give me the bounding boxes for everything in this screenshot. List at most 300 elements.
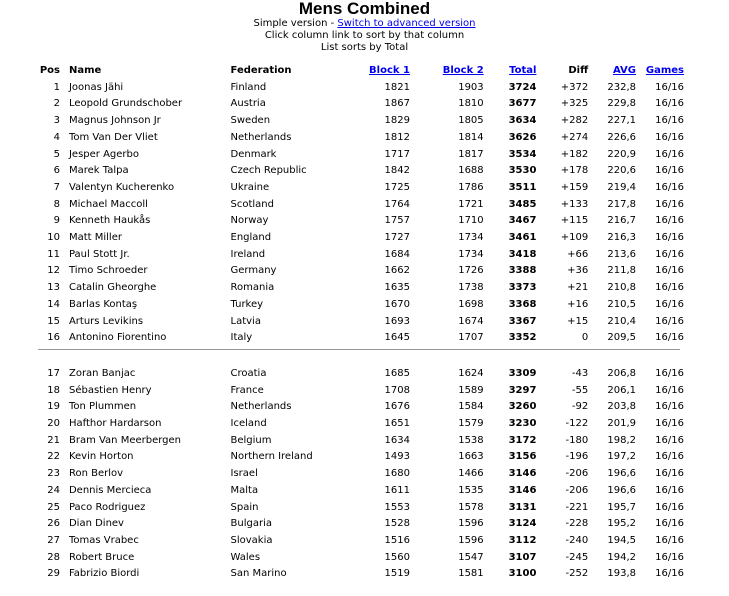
cell-diff: +159 <box>560 181 589 193</box>
table-row <box>38 280 684 297</box>
cell-games: 16/16 <box>655 384 684 396</box>
cell-federation: Finland <box>230 81 267 93</box>
version-line <box>0 18 729 30</box>
table-row <box>38 366 684 383</box>
cell-name: Antonino Fiorentino <box>68 332 167 344</box>
cell-total: 3352 <box>508 332 537 344</box>
cell-games: 16/16 <box>655 298 684 310</box>
cell-block1: 1528 <box>384 518 410 530</box>
cell-total: 3107 <box>508 551 537 563</box>
cell-total: 3146 <box>508 484 537 496</box>
sort-avg-link[interactable]: AVG <box>612 65 636 76</box>
cell-games: 16/16 <box>655 265 684 277</box>
cell-avg: 232,8 <box>607 81 636 93</box>
cell-diff: +36 <box>567 265 589 277</box>
cell-block1: 1611 <box>384 484 410 496</box>
cell-total: 3124 <box>508 518 537 530</box>
results-table <box>38 63 684 583</box>
table-row <box>38 399 684 416</box>
cell-diff: -206 <box>565 468 589 480</box>
cell-block1: 1635 <box>384 282 410 294</box>
cell-diff: +178 <box>560 165 589 177</box>
cell-pos: 9 <box>53 215 60 227</box>
cell-name: Tomas Vrabec <box>68 534 139 546</box>
cell-avg: 201,9 <box>607 418 636 430</box>
cell-diff: +274 <box>560 131 589 143</box>
cell-total: 3511 <box>508 181 537 193</box>
cell-federation: Germany <box>230 265 277 277</box>
cell-block1: 1560 <box>384 551 410 563</box>
cell-block1: 1842 <box>384 165 410 177</box>
cell-games: 16/16 <box>655 418 684 430</box>
cell-pos: 29 <box>47 568 60 580</box>
cell-block2: 1903 <box>458 81 484 93</box>
table-row <box>38 213 684 230</box>
cell-pos: 7 <box>53 181 60 193</box>
cell-avg: 220,6 <box>607 165 636 177</box>
cell-block1: 1680 <box>384 468 410 480</box>
cell-block2: 1596 <box>458 518 484 530</box>
sort-block1-link[interactable]: Block 1 <box>369 65 410 76</box>
cell-federation: Iceland <box>230 418 267 430</box>
cell-diff: 0 <box>581 332 589 344</box>
cell-avg: 216,7 <box>607 215 636 227</box>
cell-block1: 1727 <box>384 232 410 244</box>
cell-diff: -196 <box>565 451 589 463</box>
cell-pos: 20 <box>47 418 60 430</box>
cell-avg: 220,9 <box>607 148 636 160</box>
group-separator <box>38 347 684 366</box>
cell-name: Timo Schroeder <box>68 265 148 277</box>
cell-name: Magnus Johnson Jr <box>68 115 161 127</box>
cell-block2: 1466 <box>458 468 484 480</box>
cell-federation: Ireland <box>230 248 266 260</box>
cell-games: 16/16 <box>655 131 684 143</box>
cell-total: 3367 <box>508 315 537 327</box>
cell-diff: +109 <box>560 232 589 244</box>
cell-pos: 10 <box>47 232 60 244</box>
cell-games: 16/16 <box>655 534 684 546</box>
cell-avg: 227,1 <box>607 115 636 127</box>
cell-avg: 206,1 <box>607 384 636 396</box>
table-row <box>38 147 684 164</box>
cell-name: Dennis Mercieca <box>68 484 152 496</box>
cell-block2: 1589 <box>458 384 484 396</box>
table-row <box>38 433 684 450</box>
cell-federation: San Marino <box>230 568 287 580</box>
table-row <box>38 330 684 347</box>
cell-federation: Scotland <box>230 198 274 210</box>
cell-name: Ton Plummen <box>68 401 137 413</box>
cell-name: Paul Stott Jr. <box>68 248 130 260</box>
cell-total: 3100 <box>508 568 537 580</box>
cell-name: Marek Talpa <box>68 165 129 177</box>
cell-pos: 19 <box>47 401 60 413</box>
cell-avg: 226,6 <box>607 131 636 143</box>
cell-block2: 1624 <box>458 367 484 379</box>
cell-games: 16/16 <box>655 468 684 480</box>
cell-name: Zoran Banjac <box>68 367 136 379</box>
cell-avg: 216,3 <box>607 232 636 244</box>
cell-diff: -55 <box>571 384 589 396</box>
cell-block2: 1674 <box>458 315 484 327</box>
cell-avg: 229,8 <box>607 98 636 110</box>
table-row <box>38 516 684 533</box>
cell-games: 16/16 <box>655 215 684 227</box>
cell-avg: 203,8 <box>607 401 636 413</box>
table-row <box>38 230 684 247</box>
table-row <box>38 113 684 130</box>
cell-name: Joonas Jähi <box>68 81 124 93</box>
table-row <box>38 80 684 97</box>
cell-total: 3634 <box>508 115 537 127</box>
cell-avg: 217,8 <box>607 198 636 210</box>
cell-block2: 1814 <box>458 131 484 143</box>
table-row <box>38 416 684 433</box>
cell-name: Kenneth Haukås <box>68 215 151 227</box>
cell-block1: 1867 <box>384 98 410 110</box>
cell-total: 3309 <box>508 367 537 379</box>
cell-avg: 210,4 <box>607 315 636 327</box>
cell-federation: Latvia <box>230 315 261 327</box>
cell-pos: 22 <box>47 451 60 463</box>
cell-block1: 1676 <box>384 401 410 413</box>
cell-total: 3146 <box>508 468 537 480</box>
col-diff: Diff <box>568 65 589 76</box>
cell-block1: 1670 <box>384 298 410 310</box>
cell-diff: -221 <box>565 501 589 513</box>
cell-federation: Denmark <box>230 148 277 160</box>
cell-block1: 1684 <box>384 248 410 260</box>
cell-pos: 23 <box>47 468 60 480</box>
cell-block2: 1538 <box>458 434 484 446</box>
cell-block2: 1581 <box>458 568 484 580</box>
switch-advanced-link[interactable]: Switch to advanced version <box>337 18 476 29</box>
cell-avg: 198,2 <box>607 434 636 446</box>
cell-pos: 15 <box>47 315 60 327</box>
cell-federation: Ukraine <box>230 181 270 193</box>
cell-name: Robert Bruce <box>68 551 135 563</box>
cell-block2: 1707 <box>458 332 484 344</box>
cell-block1: 1634 <box>384 434 410 446</box>
cell-avg: 196,6 <box>607 484 636 496</box>
cell-block2: 1688 <box>458 165 484 177</box>
table-row <box>38 566 684 583</box>
cell-avg: 194,5 <box>607 534 636 546</box>
cell-name: Tom Van Der Vliet <box>68 131 158 143</box>
cell-games: 16/16 <box>655 332 684 344</box>
cell-federation: Turkey <box>230 298 264 310</box>
cell-diff: -240 <box>565 534 589 546</box>
cell-pos: 21 <box>47 434 60 446</box>
cell-games: 16/16 <box>655 282 684 294</box>
cell-total: 3461 <box>508 232 537 244</box>
cell-games: 16/16 <box>655 551 684 563</box>
col-pos: Pos <box>39 65 60 76</box>
cell-diff: -43 <box>571 367 589 379</box>
cell-diff: +66 <box>567 248 589 260</box>
cell-pos: 6 <box>53 165 60 177</box>
cell-block2: 1734 <box>458 232 484 244</box>
cell-total: 3112 <box>508 534 537 546</box>
table-row <box>38 96 684 113</box>
cell-diff: +372 <box>560 81 589 93</box>
cell-total: 3172 <box>508 434 537 446</box>
cell-block1: 1645 <box>384 332 410 344</box>
divider <box>38 349 680 350</box>
cell-pos: 24 <box>47 484 60 496</box>
page-header <box>0 0 729 54</box>
cell-block1: 1493 <box>384 451 410 463</box>
cell-total: 3677 <box>508 98 537 110</box>
cell-pos: 1 <box>53 81 60 93</box>
cell-pos: 4 <box>53 131 60 143</box>
table-row <box>38 163 684 180</box>
cell-block2: 1710 <box>458 215 484 227</box>
cell-federation: Romania <box>230 282 275 294</box>
cell-name: Bram Van Meerbergen <box>68 434 182 446</box>
cell-total: 3388 <box>508 265 537 277</box>
cell-federation: Northern Ireland <box>230 451 313 463</box>
cell-block1: 1725 <box>384 181 410 193</box>
cell-pos: 26 <box>47 518 60 530</box>
cell-name: Jesper Agerbo <box>68 148 139 160</box>
cell-games: 16/16 <box>655 451 684 463</box>
cell-avg: 195,7 <box>607 501 636 513</box>
cell-diff: +325 <box>560 98 589 110</box>
cell-total: 3373 <box>508 282 537 294</box>
col-federation: Federation <box>230 65 292 76</box>
table-row <box>38 130 684 147</box>
cell-avg: 206,8 <box>607 367 636 379</box>
cell-block2: 1584 <box>458 401 484 413</box>
table-row <box>38 263 684 280</box>
cell-diff: +15 <box>567 315 589 327</box>
cell-diff: -92 <box>571 401 589 413</box>
cell-total: 3467 <box>508 215 537 227</box>
cell-diff: +16 <box>567 298 589 310</box>
table-row <box>38 247 684 264</box>
cell-avg: 213,6 <box>607 248 636 260</box>
cell-block1: 1812 <box>384 131 410 143</box>
cell-federation: Wales <box>230 551 261 563</box>
cell-avg: 211,8 <box>607 265 636 277</box>
cell-block2: 1734 <box>458 248 484 260</box>
cell-federation: Bulgaria <box>230 518 272 530</box>
cell-block2: 1738 <box>458 282 484 294</box>
cell-federation: Slovakia <box>230 534 273 546</box>
cell-avg: 210,5 <box>607 298 636 310</box>
cell-games: 16/16 <box>655 484 684 496</box>
cell-games: 16/16 <box>655 148 684 160</box>
cell-avg: 219,4 <box>607 181 636 193</box>
cell-avg: 196,6 <box>607 468 636 480</box>
cell-block2: 1726 <box>458 265 484 277</box>
cell-games: 16/16 <box>655 198 684 210</box>
cell-name: Barlas Kontaş <box>68 298 138 310</box>
cell-avg: 209,5 <box>607 332 636 344</box>
cell-block1: 1821 <box>384 81 410 93</box>
table-row <box>38 533 684 550</box>
cell-games: 16/16 <box>655 518 684 530</box>
cell-total: 3297 <box>508 384 537 396</box>
cell-diff: -245 <box>565 551 589 563</box>
cell-games: 16/16 <box>655 165 684 177</box>
cell-total: 3260 <box>508 401 537 413</box>
cell-total: 3530 <box>508 165 537 177</box>
col-name: Name <box>68 65 102 76</box>
cell-block1: 1717 <box>384 148 410 160</box>
cell-diff: +115 <box>560 215 589 227</box>
cell-diff: +21 <box>567 282 589 294</box>
cell-pos: 13 <box>47 282 60 294</box>
cell-games: 16/16 <box>655 367 684 379</box>
cell-games: 16/16 <box>655 568 684 580</box>
cell-block2: 1578 <box>458 501 484 513</box>
cell-games: 16/16 <box>655 81 684 93</box>
cell-block2: 1721 <box>458 198 484 210</box>
cell-block2: 1698 <box>458 298 484 310</box>
cell-diff: -122 <box>565 418 589 430</box>
table-row <box>38 197 684 214</box>
cell-block1: 1662 <box>384 265 410 277</box>
cell-federation: Malta <box>230 484 259 496</box>
cell-block1: 1829 <box>384 115 410 127</box>
sort-block2-link[interactable]: Block 2 <box>442 65 484 76</box>
cell-name: Hafthor Hardarson <box>68 418 162 430</box>
cell-block2: 1805 <box>458 115 484 127</box>
table-header-row <box>38 63 684 80</box>
table-row <box>38 383 684 400</box>
cell-games: 16/16 <box>655 501 684 513</box>
cell-name: Ron Berlov <box>68 468 124 480</box>
cell-federation: Netherlands <box>230 401 292 413</box>
cell-federation: Croatia <box>230 367 267 379</box>
table-row <box>38 180 684 197</box>
cell-federation: Netherlands <box>230 131 292 143</box>
cell-total: 3230 <box>508 418 537 430</box>
cell-federation: France <box>230 384 264 396</box>
cell-name: Sébastien Henry <box>68 384 152 396</box>
cell-diff: +133 <box>560 198 589 210</box>
cell-block1: 1516 <box>384 534 410 546</box>
cell-total: 3418 <box>508 248 537 260</box>
cell-diff: -180 <box>565 434 589 446</box>
cell-diff: -228 <box>565 518 589 530</box>
cell-federation: Belgium <box>230 434 272 446</box>
cell-block2: 1596 <box>458 534 484 546</box>
table-row <box>38 466 684 483</box>
cell-pos: 25 <box>47 501 60 513</box>
cell-name: Fabrizio Biordi <box>68 568 140 580</box>
cell-pos: 14 <box>47 298 60 310</box>
cell-name: Valentyn Kucherenko <box>68 181 175 193</box>
cell-name: Paco Rodriguez <box>68 501 146 513</box>
cell-block2: 1786 <box>458 181 484 193</box>
cell-block2: 1547 <box>458 551 484 563</box>
sort-info: List sorts by Total <box>320 42 409 53</box>
cell-name: Leopold Grundschober <box>68 98 183 110</box>
cell-federation: Italy <box>230 332 253 344</box>
table-row <box>38 314 684 331</box>
cell-block2: 1663 <box>458 451 484 463</box>
cell-diff: -206 <box>565 484 589 496</box>
sort-games-link[interactable]: Games <box>645 65 684 76</box>
cell-federation: Czech Republic <box>230 165 307 177</box>
cell-avg: 193,8 <box>607 568 636 580</box>
cell-games: 16/16 <box>655 434 684 446</box>
cell-name: Catalin Gheorghe <box>68 282 157 294</box>
cell-pos: 2 <box>53 98 60 110</box>
cell-pos: 16 <box>47 332 60 344</box>
cell-avg: 195,2 <box>607 518 636 530</box>
cell-block1: 1519 <box>384 568 410 580</box>
cell-federation: England <box>230 232 272 244</box>
cell-games: 16/16 <box>655 232 684 244</box>
cell-block1: 1708 <box>384 384 410 396</box>
cell-block2: 1535 <box>458 484 484 496</box>
cell-block1: 1693 <box>384 315 410 327</box>
cell-pos: 8 <box>53 198 60 210</box>
table-row <box>38 500 684 517</box>
cell-games: 16/16 <box>655 401 684 413</box>
cell-federation: Israel <box>230 468 258 480</box>
cell-total: 3131 <box>508 501 537 513</box>
table-row <box>38 449 684 466</box>
table-row <box>38 297 684 314</box>
cell-total: 3534 <box>508 148 537 160</box>
table-row <box>38 550 684 567</box>
cell-games: 16/16 <box>655 181 684 193</box>
cell-block1: 1757 <box>384 215 410 227</box>
cell-federation: Austria <box>230 98 266 110</box>
cell-federation: Spain <box>230 501 259 513</box>
cell-federation: Sweden <box>230 115 271 127</box>
cell-name: Dian Dinev <box>68 518 124 530</box>
separator-cell <box>38 347 684 366</box>
cell-block2: 1817 <box>458 148 484 160</box>
cell-total: 3626 <box>508 131 537 143</box>
sort-hint: Click column link to sort by that column <box>264 30 465 41</box>
cell-diff: +182 <box>560 148 589 160</box>
cell-avg: 210,8 <box>607 282 636 294</box>
cell-block1: 1553 <box>384 501 410 513</box>
cell-name: Kevin Horton <box>68 451 134 463</box>
cell-pos: 11 <box>47 248 60 260</box>
cell-block1: 1764 <box>384 198 410 210</box>
cell-games: 16/16 <box>655 98 684 110</box>
cell-pos: 17 <box>47 367 60 379</box>
cell-name: Michael Maccoll <box>68 198 148 210</box>
cell-games: 16/16 <box>655 248 684 260</box>
cell-block1: 1651 <box>384 418 410 430</box>
cell-federation: Norway <box>230 215 269 227</box>
cell-diff: +282 <box>560 115 589 127</box>
cell-total: 3724 <box>508 81 537 93</box>
cell-diff: -252 <box>565 568 589 580</box>
cell-name: Arturs Levikins <box>68 315 144 327</box>
cell-block2: 1579 <box>458 418 484 430</box>
sort-total-link[interactable]: Total <box>509 65 537 76</box>
page-title: Mens Combined <box>298 0 431 18</box>
cell-games: 16/16 <box>655 315 684 327</box>
cell-pos: 18 <box>47 384 60 396</box>
cell-games: 16/16 <box>655 115 684 127</box>
cell-total: 3156 <box>508 451 537 463</box>
cell-pos: 28 <box>47 551 60 563</box>
cell-avg: 194,2 <box>607 551 636 563</box>
version-prefix: Simple version - <box>253 18 338 29</box>
